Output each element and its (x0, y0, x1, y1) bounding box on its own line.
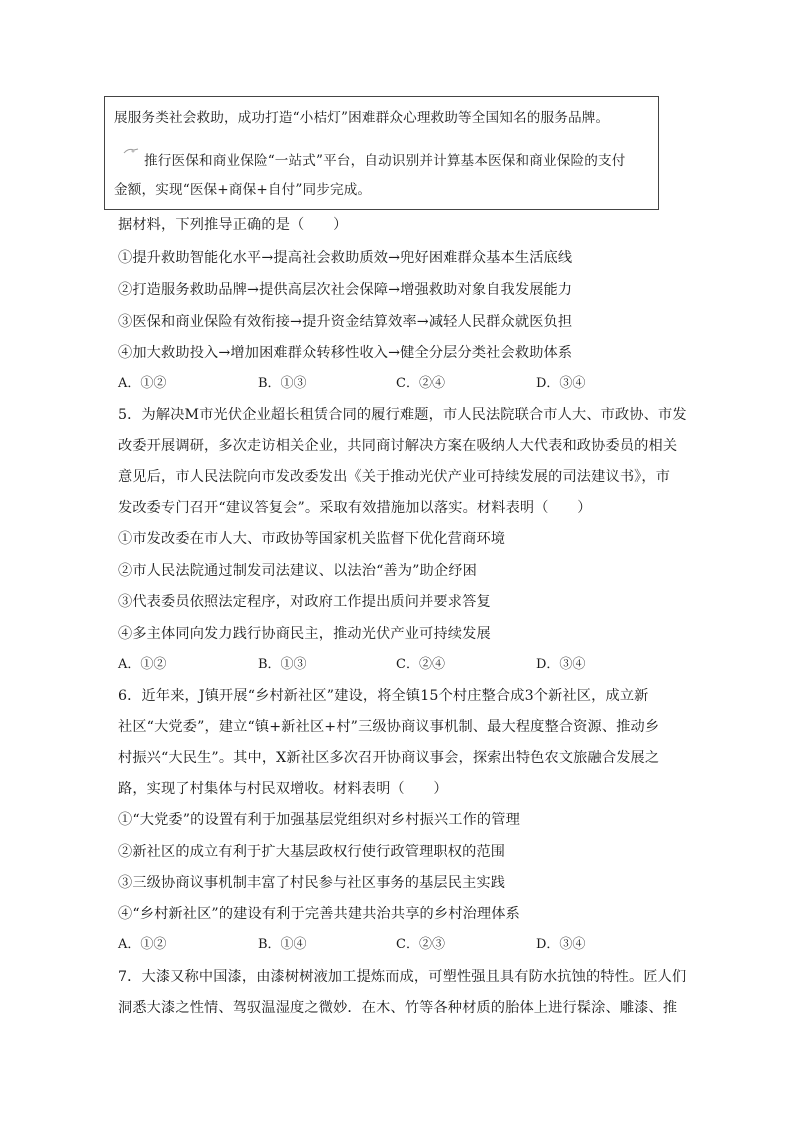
q4-item-3: ③医保和商业保险有效衔接→提升资金结算效率→减轻人民群众就医负担 (118, 314, 573, 330)
q4-option-b[interactable]: B．①③ (258, 376, 307, 391)
q6-option-a[interactable]: A．①② (118, 937, 167, 952)
q6-item-1: ①“大党委”的设置有利于加强基层党组织对乡村振兴工作的管理 (118, 812, 520, 828)
q7-stem-line-2: 洞悉大漆之性情、驾驭温湿度之微妙．在木、竹等各种材质的胎体上进行髹涂、雕漆、推 (118, 1000, 678, 1016)
q5-option-a[interactable]: A．①② (118, 657, 167, 672)
q5-stem-line-4: 发改委专门召开“建议答复会”。采取有效措施加以落实。材料表明（ ） (118, 500, 592, 516)
q6-item-4: ④“乡村新社区”的建设有利于完善共建共治共享的乡村治理体系 (118, 906, 520, 922)
material-line-3: 金额，实现“医保+商保+自付”同步完成。 (114, 182, 372, 198)
q6-item-3: ③三级协商议事机制丰富了村民参与社区事务的基层民主实践 (118, 875, 506, 891)
q4-option-c[interactable]: C．②④ (396, 376, 445, 391)
q5-item-2: ②市人民法院通过制发司法建议、以法治“善为”助企纾困 (118, 563, 477, 579)
q5-item-3: ③代表委员依照法定程序，对政府工作提出质问并要求答复 (118, 594, 491, 610)
q5-option-b[interactable]: B．①③ (258, 657, 307, 672)
q6-item-2: ②新社区的成立有利于扩大基层政权行使行政管理职权的范围 (118, 844, 506, 860)
q5-item-4: ④多主体同向发力践行协商民主，推动光伏产业可持续发展 (118, 626, 491, 642)
q4-option-a[interactable]: A．①② (118, 376, 167, 391)
q4-item-4: ④加大救助投入→增加困难群众转移性收入→健全分层分类社会救助体系 (118, 345, 573, 361)
material-line-2: 推行医保和商业保险“一站式”平台，自动识别并计算基本医保和商业保险的支付 (144, 153, 626, 169)
q5-option-d[interactable]: D．③④ (536, 657, 586, 672)
q4-stem: 据材料，下列推导正确的是（ ） (118, 217, 348, 233)
q5-item-1: ①市发改委在市人大、市政协等国家机关监督下优化营商环境 (118, 531, 506, 547)
q6-stem-line-2: 社区“大党委”，建立“镇+新社区+村”三级协商议事机制、最大程度整合资源、推动乡 (118, 719, 660, 735)
q6-option-d[interactable]: D．③④ (536, 937, 586, 952)
q6-stem-line-3: 村振兴“大民生”。其中，X新社区多次召开协商议事会，探索出特色农文旅融合发展之 (118, 750, 660, 766)
q6-option-c[interactable]: C．②③ (396, 937, 445, 952)
q5-stem-line-1: 5．为解决M市光伏企业超长租赁合同的履行难题，市人民法院联合市人大、市政协、市发 (118, 407, 687, 423)
q5-option-c[interactable]: C．②④ (396, 657, 445, 672)
q6-stem-line-4: 路，实现了村集体与村民双增收。材料表明（ ） (118, 781, 448, 797)
q5-stem-line-3: 意见后，市人民法院向市发改委发出《关于推动光伏产业可持续发展的司法建议书》，市 (118, 469, 671, 485)
q6-option-b[interactable]: B．①④ (258, 937, 307, 952)
q5-stem-line-2: 改委开展调研，多次走访相关企业，共同商讨解决方案在吸纳人大代表和政协委员的相关 (118, 438, 678, 454)
q4-option-d[interactable]: D．③④ (536, 376, 586, 391)
small-mark-icon (123, 147, 139, 155)
q4-item-1: ①提升救助智能化水平→提高社会救助质效→兜好困难群众基本生活底线 (118, 250, 573, 266)
q4-item-2: ②打造服务救助品牌→提供高层次社会保障→增强救助对象自我发展能力 (118, 282, 573, 298)
q7-stem-line-1: 7．大漆又称中国漆，由漆树树液加工提炼而成，可塑性强且具有防水抗蚀的特性。匠人们 (118, 969, 687, 985)
material-line-1: 展服务类社会救助，成功打造“小桔灯”困难群众心理救助等全国知名的服务品牌。 (114, 110, 610, 126)
q6-stem-line-1: 6．近年来，J镇开展“乡村新社区”建设，将全镇15个村庄整合成3个新社区，成立新 (118, 688, 649, 704)
